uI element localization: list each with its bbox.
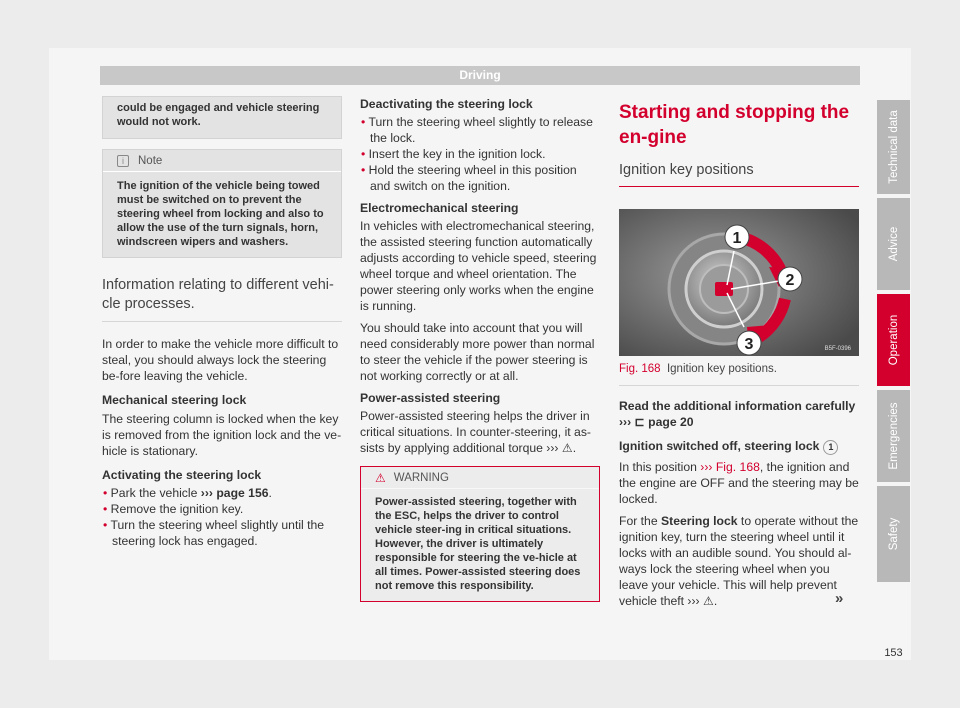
bullet-text: Hold the steering wheel in this position and switch on the ignition. (368, 163, 577, 193)
bullet-dot: • (103, 518, 108, 532)
text-span: , the ignition and the engine are OFF and the steering may be locked. (619, 460, 859, 506)
bullet-item (360, 146, 600, 162)
warning-header (361, 467, 599, 489)
callout-label-2: 2 (785, 272, 795, 289)
page-number: 153 (884, 647, 903, 659)
bullet-item (102, 517, 342, 549)
column-1 (102, 96, 342, 549)
tab-label: Advice (887, 226, 900, 262)
bullet-dot: • (361, 147, 366, 161)
continue-marker: » (835, 590, 844, 607)
info-icon: i (117, 155, 129, 167)
bullet-text: Turn the steering wheel slightly to release the lock. (368, 115, 593, 145)
tab-technical-data[interactable] (877, 100, 910, 194)
callout-label-3: 3 (744, 336, 754, 353)
warning-continuation: could be engaged and vehicle steering would not work. (102, 96, 342, 139)
page-link[interactable]: ››› page 156 (200, 486, 269, 500)
bullet-dot: • (361, 115, 366, 129)
tab-safety[interactable] (877, 486, 910, 582)
tab-label: Technical data (887, 110, 900, 184)
bullet-text: Remove the ignition key. (110, 502, 244, 516)
text-span: For the (619, 514, 661, 528)
position-heading (619, 438, 859, 455)
position-paragraph (619, 459, 859, 507)
steering-lock-paragraph (619, 513, 859, 609)
mechanical-text: The steering column is locked when the key is removed from the ignition lock and the ve-hicle is stationary. (102, 412, 342, 458)
warning-box (360, 466, 600, 602)
power-text: Power-assisted steering helps the driver in critical situations. In counter-steering, it as-sists by applying additional torque ››› ⚠. (360, 409, 591, 455)
bullet-item (360, 114, 600, 146)
section-title: Starting and stopping the en-gine (619, 102, 850, 148)
bullet-text: Park the vehicle (110, 486, 201, 500)
position-heading-text: Ignition switched off, steering lock (619, 439, 820, 453)
callout-label-1: 1 (732, 230, 742, 247)
note-header (103, 150, 341, 172)
header-bar (100, 66, 860, 85)
bullet-item (102, 485, 342, 501)
deactivating-heading: Deactivating the steering lock (360, 97, 533, 111)
note-label: Note (138, 154, 163, 167)
figure-caption (619, 361, 859, 386)
mechanical-heading: Mechanical steering lock (102, 393, 247, 407)
warning-label: WARNING (393, 471, 449, 484)
page-title: Driving (459, 68, 501, 82)
bullet-dot: • (361, 163, 366, 177)
bold-term: Steering lock (661, 514, 738, 528)
section-heading: Information relating to different vehi-cle processes. (102, 276, 342, 322)
figure-code: B5F-0396 (824, 346, 851, 352)
figure-link[interactable]: ››› Fig. 168 (700, 460, 760, 474)
bullet-text: . (268, 486, 272, 500)
electro-paragraph: In vehicles with electromechanical steering, the assisted steering function automatically adjusts according to vehicle speed, steering wheel torque and wheel orientation. The power steering only works when the engine is running. (360, 219, 597, 313)
bullet-text: Insert the key in the ignition lock. (368, 147, 546, 161)
intro-paragraph: In order to make the vehicle more difficult to steal, you should always lock the steering be-fore leaving the vehicle. (102, 337, 339, 383)
ignition-figure (619, 209, 859, 356)
activating-heading: Activating the steering lock (102, 468, 262, 482)
note-text: The ignition of the vehicle being towed must be switched on to prevent the steering wheel from locking and also to allow the use of the turn signals, horn, windscreen wipers and washers. (117, 180, 324, 248)
power-heading: Power-assisted steering (360, 391, 501, 405)
bullet-item (102, 501, 342, 517)
tab-emergencies[interactable] (877, 390, 910, 482)
column-3 (619, 100, 859, 615)
tab-label: Operation (887, 314, 900, 366)
position-number-badge: 1 (823, 440, 838, 455)
tab-label: Emergencies (887, 402, 900, 470)
read-info-line: Read the additional information carefully (619, 399, 856, 413)
bullet-dot: • (103, 486, 108, 500)
column-2 (360, 96, 600, 602)
tab-advice[interactable] (877, 198, 910, 290)
electro-heading: Electromechanical steering (360, 201, 519, 215)
subsection-title: Ignition key positions (619, 162, 859, 187)
figure-caption-text: Ignition key positions. (666, 363, 777, 375)
note-box (102, 149, 342, 258)
bullet-dot: • (103, 502, 108, 516)
bullet-item (360, 162, 600, 194)
read-info-link[interactable]: ››› ⊏ page 20 (619, 415, 694, 429)
bullet-text: Turn the steering wheel slightly until the steering lock has engaged. (110, 518, 325, 548)
tab-operation[interactable] (877, 294, 910, 386)
electro-paragraph-2: You should take into account that you will need considerably more power than normal to steer the vehicle if the power steering is not working correctly or at all. (360, 321, 595, 383)
key-slot-marker (715, 282, 733, 296)
figure-label: Fig. 168 (619, 363, 661, 375)
ignition-illustration (619, 209, 859, 356)
tab-label: Safety (887, 517, 900, 551)
text-span: In this position (619, 460, 701, 474)
warning-text: Power-assisted steering, together with the ESC, helps the driver to control vehicle steer-ing in critical situations. However, the driver is ultimately responsible for steering the ve-hicle at all times. Power-assisted steering does not remove this responsibility. (375, 496, 581, 592)
warning-triangle-icon: ⚠ (375, 470, 386, 485)
text-span: to operate without the ignition key, turn the steering wheel until it locks with an audible sound. You should al-ways lock the steering wheel when you leave your vehicle. This will help prevent vehicle theft ››› ⚠. (619, 514, 859, 608)
